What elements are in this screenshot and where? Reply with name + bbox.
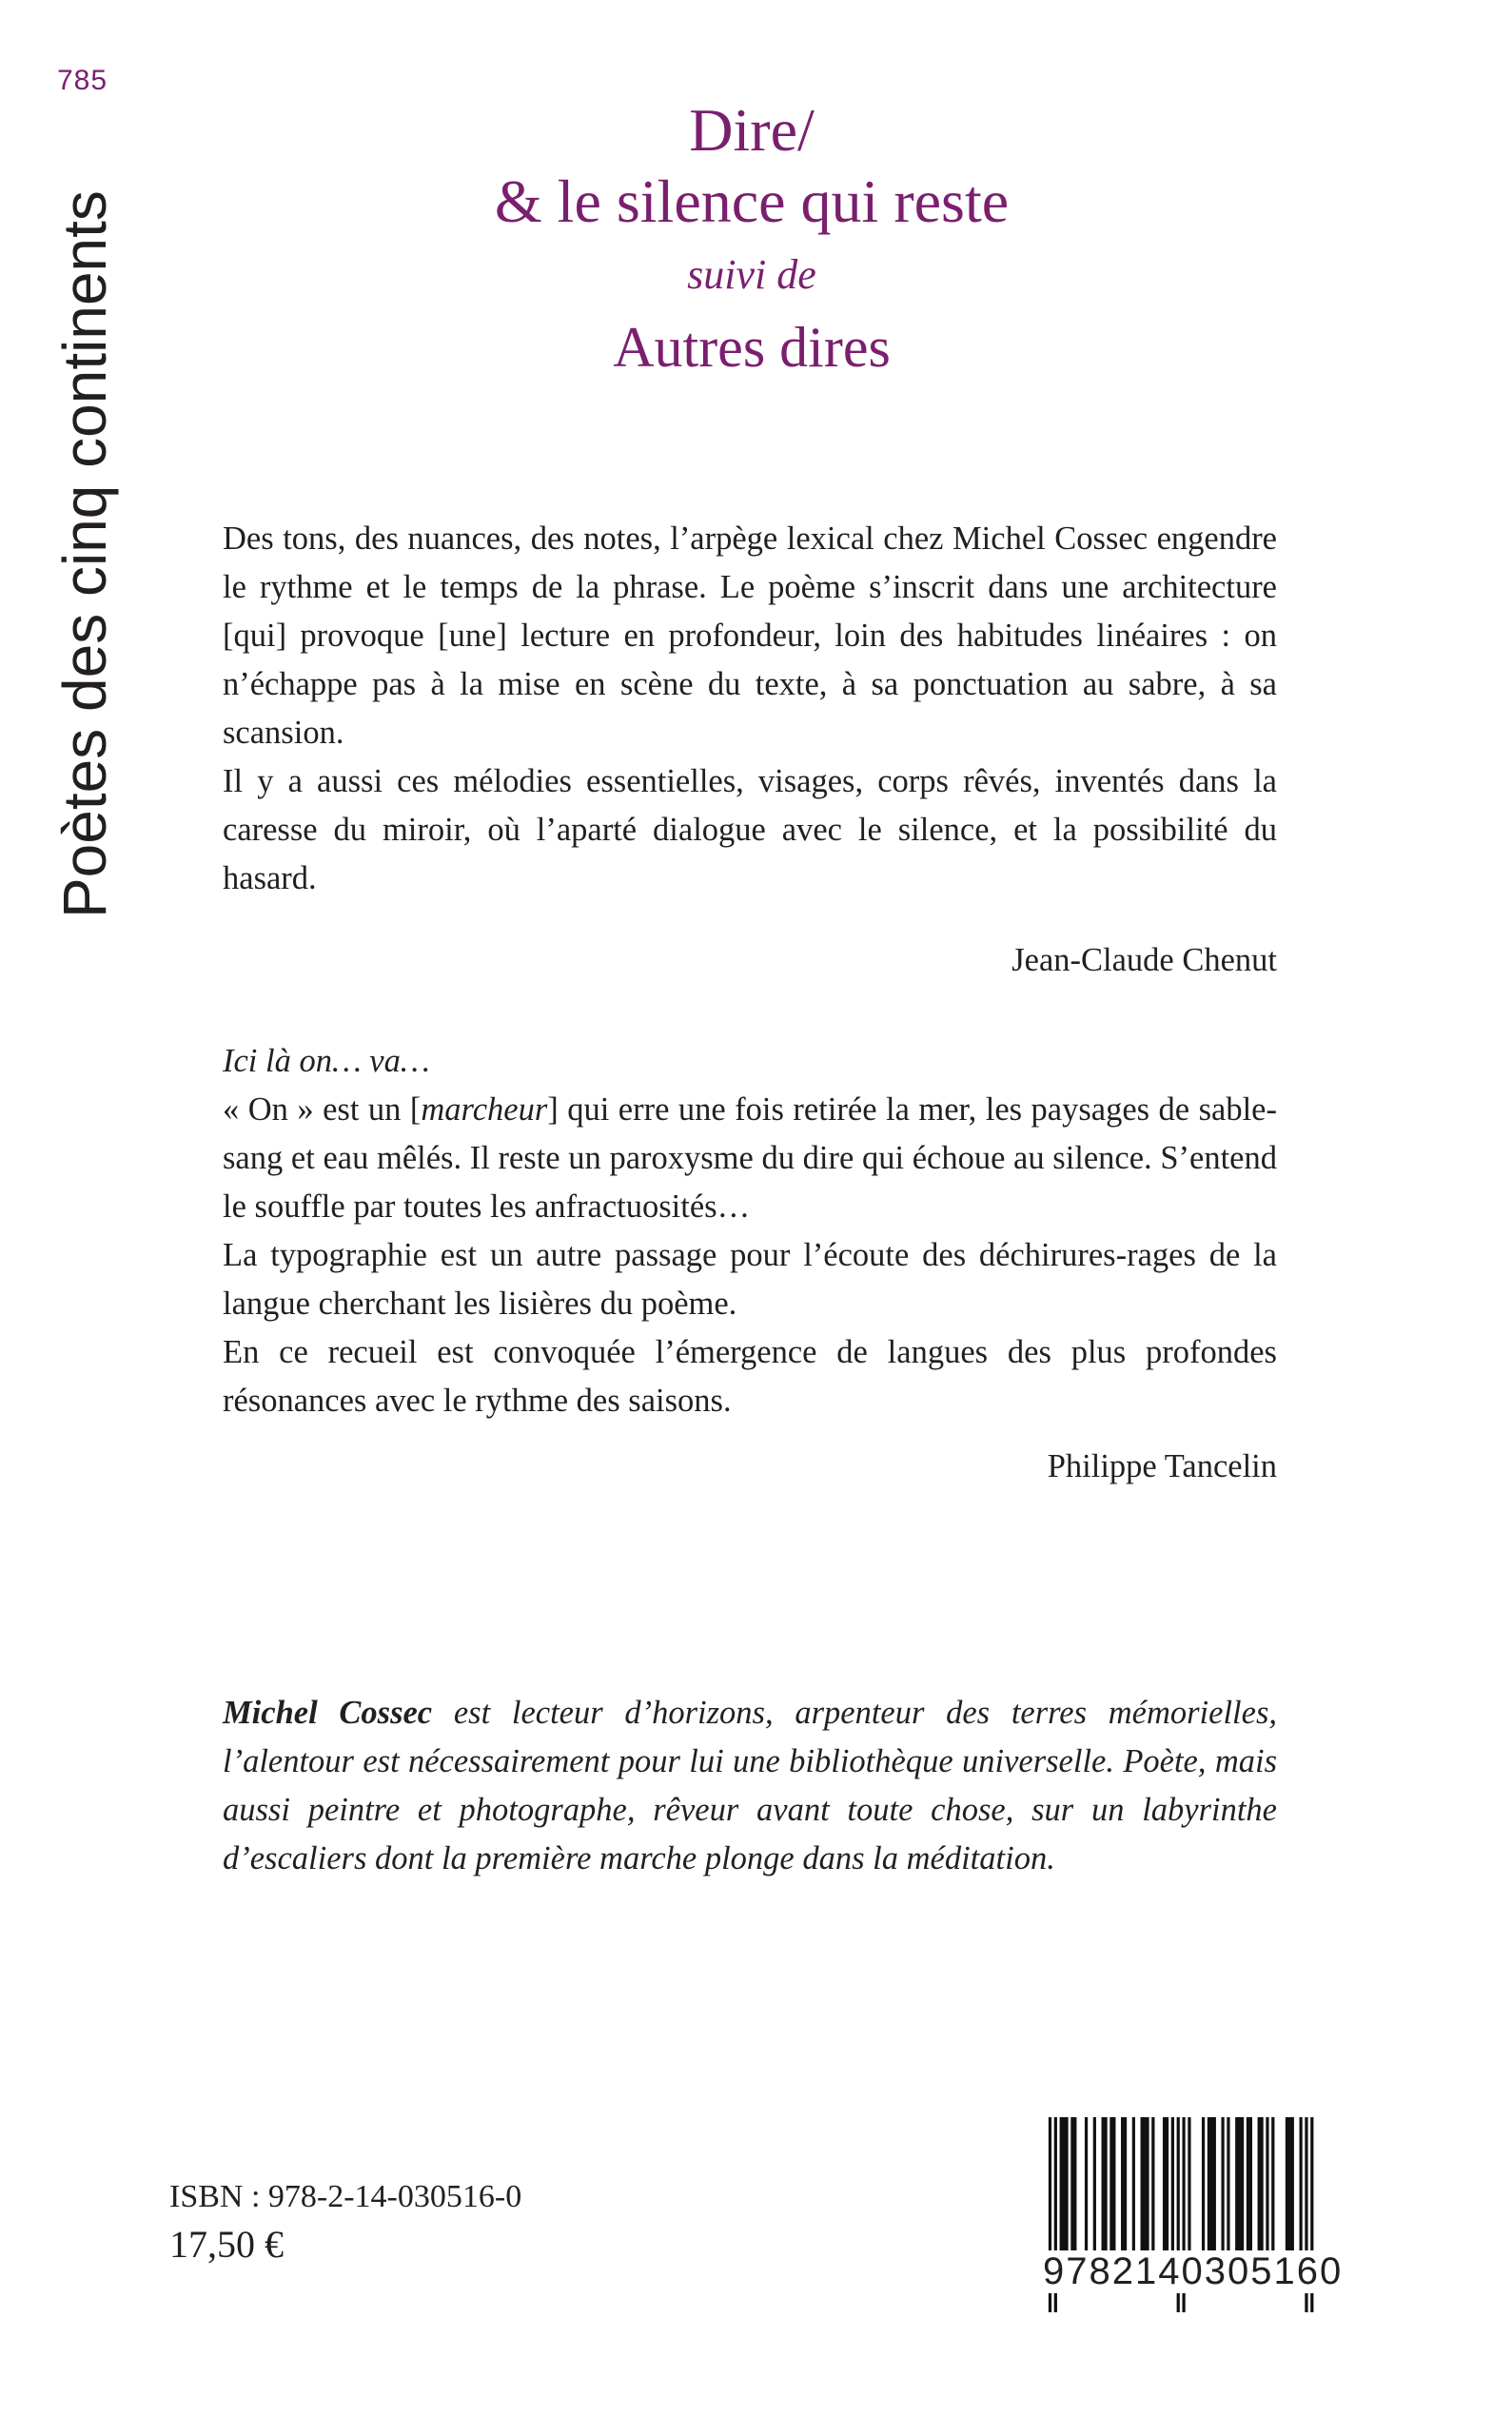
barcode-bar (1202, 2117, 1205, 2250)
barcode-bar (1286, 2117, 1288, 2250)
review-2-intro: Ici là on… va… (223, 1043, 430, 1079)
barcode-bar (1093, 2117, 1096, 2250)
barcode-bar (1146, 2117, 1149, 2250)
barcode-bar (1238, 2117, 1241, 2250)
review-2-author: Philippe Tancelin (1047, 1448, 1277, 1484)
barcode-bar (1241, 2117, 1244, 2250)
barcode-bar (1249, 2117, 1252, 2250)
isbn: ISBN : 978-2-14-030516-0 (169, 2179, 522, 2214)
barcode-bar (1085, 2117, 1088, 2250)
review-2-text (223, 1037, 1277, 1425)
review-2-quote: « On » est un [marcheur] qui erre une fois retirée la mer, les paysages de sable-sang et eau mêlés. Il reste un paroxysme du dire qui échoue au silence. S’entend le souffle par toutes les anfractuosités… (223, 1091, 1277, 1225)
barcode-bar (1063, 2117, 1066, 2250)
price: 17,50 € (169, 2223, 284, 2266)
barcode-bar (1132, 2117, 1135, 2250)
barcode-bar (1104, 2117, 1107, 2250)
barcode-bar (1141, 2117, 1144, 2250)
barcode-bar (1166, 2117, 1168, 2250)
barcode-bar (1112, 2117, 1115, 2250)
author-name: Michel Cossec (223, 1695, 433, 1731)
barcode-bar (1221, 2117, 1224, 2250)
barcode-bar (1102, 2117, 1105, 2250)
barcode-bar (1073, 2117, 1076, 2250)
barcode-bar (1065, 2117, 1068, 2250)
barcode-bar (1227, 2117, 1229, 2250)
barcode-bar (1121, 2117, 1124, 2250)
review-2-paragraph: La typographie est un autre passage pour l’écoute des déchirures-rages de la langue cherchant les lisières du poème. (223, 1237, 1277, 1322)
barcode-bar (1291, 2117, 1294, 2250)
barcode-bar (1188, 2117, 1190, 2250)
series-name: Poètes des cinq continents (50, 190, 119, 918)
review-1-paragraph: Des tons, des nuances, des notes, l’arpège lexical chez Michel Cossec engendre le rythme et le temps de la phrase. Le poème s’inscrit dans une architecture [qui] provoque [une] lecture en profondeur, loin des habitudes linéaires : on n’échappe pas à la mise en scène du texte, à sa ponctuation au sabre, à sa scansion. (223, 521, 1277, 751)
barcode-bar (1109, 2117, 1112, 2250)
barcode-bar (1060, 2117, 1063, 2250)
review-1-paragraph: Il y a aussi ces mélodies essentielles, visages, corps rêvés, inventés dans la caresse du miroir, où l’aparté dialogue avec le silence, et la possibilité du hasard. (223, 763, 1277, 896)
barcode-bar (1299, 2117, 1302, 2250)
barcode-digits: 9782140305160 (1043, 2250, 1344, 2292)
title-line-1: Dire/ (689, 96, 815, 164)
barcode-bar (1260, 2117, 1263, 2250)
barcode-bar (1266, 2117, 1268, 2250)
barcode-bar (1151, 2117, 1154, 2250)
review-1-text (223, 515, 1277, 903)
author-bio (223, 1689, 1277, 1883)
review-1-author: Jean-Claude Chenut (1011, 942, 1277, 978)
barcode-bar (1288, 2117, 1291, 2250)
barcode-bar (1271, 2117, 1274, 2250)
barcode-bar (1258, 2117, 1261, 2250)
title-line-2: & le silence qui reste (494, 167, 1010, 235)
barcode-bar (1247, 2117, 1249, 2250)
title-line-3: Autres dires (613, 316, 891, 379)
series-number: 785 (57, 65, 108, 96)
barcode-bar (1235, 2117, 1238, 2250)
barcode-bar (1163, 2117, 1166, 2250)
review-2-paragraph: En ce recueil est convoquée l’émergence de langues des plus profondes résonances avec le rythme des saisons. (223, 1334, 1277, 1419)
barcode-bar (1070, 2117, 1073, 2250)
barcode-bar (1208, 2117, 1210, 2250)
author-bio-text: est lecteur d’horizons, arpenteur des terres mémorielles, l’alentour est nécessairement pour lui une bibliothèque universelle. Poète, mais aussi peintre et photographe, rêveur avant toute chose, sur un labyrinthe d’escaliers dont la première marche plonge dans la méditation. (223, 1695, 1277, 1876)
book-title (314, 95, 1189, 383)
barcode-bar (1213, 2117, 1216, 2250)
barcode-bar (1210, 2117, 1213, 2250)
barcode-bar (1143, 2117, 1146, 2250)
title-suivi-de: suivi de (687, 251, 816, 298)
barcode-bar (1171, 2117, 1174, 2250)
barcode-bar (1124, 2117, 1127, 2250)
